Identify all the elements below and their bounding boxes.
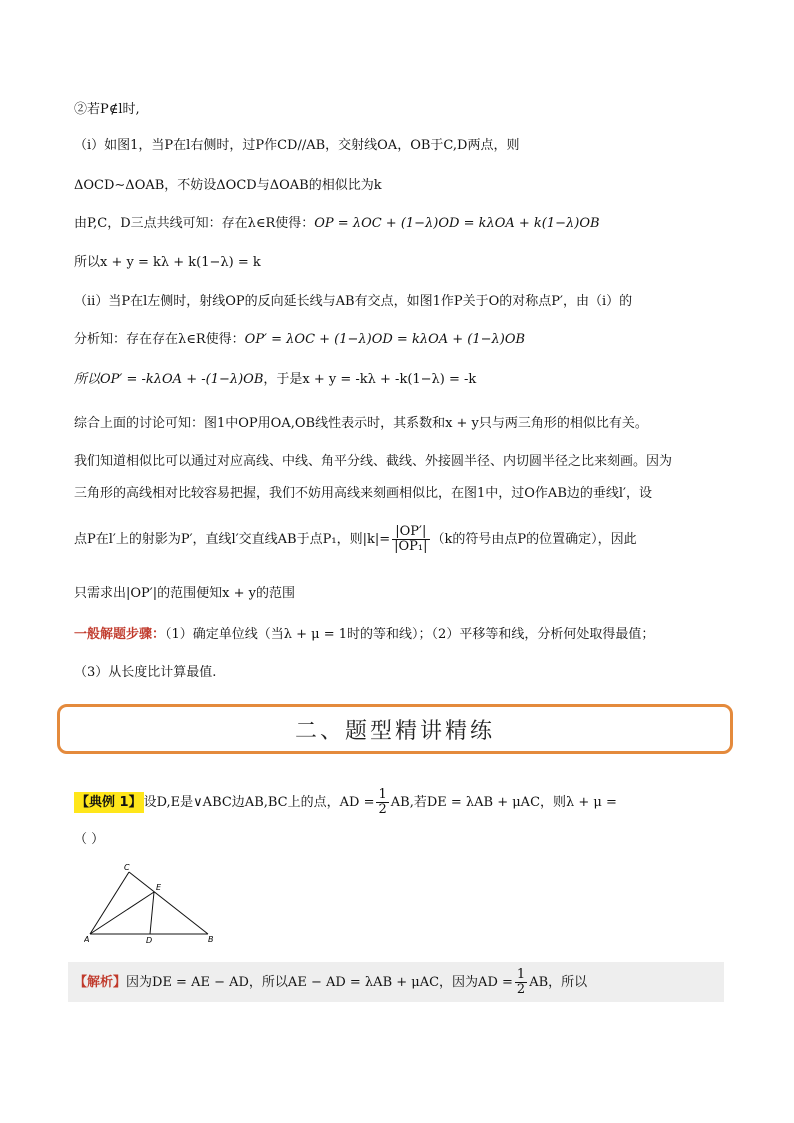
part-ii-line2: [74, 330, 724, 350]
triangle-figure: [84, 862, 224, 946]
analysis-fraction-den: 2: [516, 982, 526, 997]
analysis-fraction-num: 1: [516, 967, 526, 982]
label-a: A: [84, 935, 90, 944]
example-choice: （ ）: [74, 832, 105, 847]
label-c: C: [124, 863, 130, 872]
example-fraction-den: 2: [378, 802, 387, 817]
side-cb: [129, 872, 208, 934]
summary-line4: [74, 520, 724, 560]
label-d: D: [146, 936, 153, 945]
part-i-line3: [74, 214, 724, 234]
example-text-b: AB,若DE = λAB + μAC，则λ + μ =: [390, 795, 617, 810]
label-b: B: [208, 935, 214, 944]
summary-line3: 三角形的高线相对比较容易把握，我们不妨用高线来刻画相似比，在图1中，过O作AB边的垂线l′，设: [74, 486, 652, 501]
part-i-line4: 所以x + y = kλ + k(1−λ) = k: [74, 255, 261, 270]
segment-ae: [90, 892, 154, 934]
summary-line4-post: （k的符号由点P的位置确定），因此: [431, 532, 637, 547]
example-tag: 【典例 1】: [74, 792, 144, 813]
steps-label: 一般解题步骤：: [74, 627, 166, 642]
steps-line1: [74, 625, 724, 645]
part-i-line2: ΔOCD∼ΔOAB，不妨设ΔOCD与ΔOAB的相似比为k: [74, 178, 382, 193]
summary-line5: 只需求出|OP′|的范围便知x + y的范围: [74, 586, 295, 601]
analysis-bar: [68, 962, 724, 1002]
part-ii-line3: [74, 370, 724, 390]
segment-de: [150, 892, 154, 934]
analysis-text-a: 因为DE = AE − AD，所以AE − AD = λAB + μAC，因为AD =: [126, 975, 513, 990]
case2-heading: ②若P∉l时,: [74, 102, 140, 117]
summary-line4-pre: 点P在l′上的射影为P′，直线l′交直线AB于点P₁，则|k|=: [74, 532, 391, 547]
part-ii-line3-math: 所以OP′ = -kλOA + -(1−λ)OB: [74, 372, 264, 387]
summary-line2: 我们知道相似比可以通过对应高线、中线、角平分线、截线、外接圆半径、内切圆半径之比来刻画。因为: [74, 454, 673, 469]
label-e: E: [156, 883, 162, 892]
section-title: 二、题型精讲精练: [294, 718, 495, 744]
example-fraction: [376, 788, 388, 817]
part-i-line1: （i）如图1，当P在l右侧时，过P作CD//AB，交射线OA，OB于C,D两点，则: [74, 138, 520, 153]
analysis-text-b: AB，所以: [529, 975, 588, 990]
side-ca: [90, 872, 129, 934]
example-text-a: 设D,E是∨ABC边AB,BC上的点，AD =: [143, 795, 375, 810]
part-i-line3-math: OP = λOC + (1−λ)OD = kλOA + k(1−λ)OB: [314, 216, 600, 231]
summary-line1: 综合上面的讨论可知：图1中OP用OA,OB线性表示时，其系数和x + y只与两三角形的相似比有关。: [74, 416, 648, 431]
k-fraction: [392, 525, 429, 554]
analysis-fraction: [515, 968, 527, 997]
part-ii-line1: （ii）当P在l左侧时，射线OP的反向延长线与AB有交点，如图1作P关于O的对称点P′，由（i）的: [74, 294, 633, 309]
steps-text1: （1）确定单位线（当λ + μ = 1时的等和线）；（2）平移等和线，分析何处取得最值；: [165, 627, 655, 642]
k-fraction-num: |OP′|: [392, 525, 429, 540]
part-i-line3-text: 由P,C，D三点共线可知：存在λ∈R使得：: [74, 216, 315, 231]
part-ii-line2-text: 分析知：存在存在λ∈R使得：: [74, 332, 245, 347]
section-title-box: [57, 704, 733, 754]
k-fraction-den: |OP₁|: [394, 539, 428, 554]
example-fraction-num: 1: [378, 787, 387, 802]
example-line: [74, 784, 724, 822]
part-ii-line2-math: OP′ = λOC + (1−λ)OD = kλOA + (1−λ)OB: [244, 332, 526, 347]
part-ii-line3-text: ，于是x + y = -kλ + -k(1−λ) = -k: [263, 372, 477, 387]
analysis-tag: 【解析】: [74, 975, 127, 990]
steps-line2: （3）从长度比计算最值.: [74, 665, 217, 680]
